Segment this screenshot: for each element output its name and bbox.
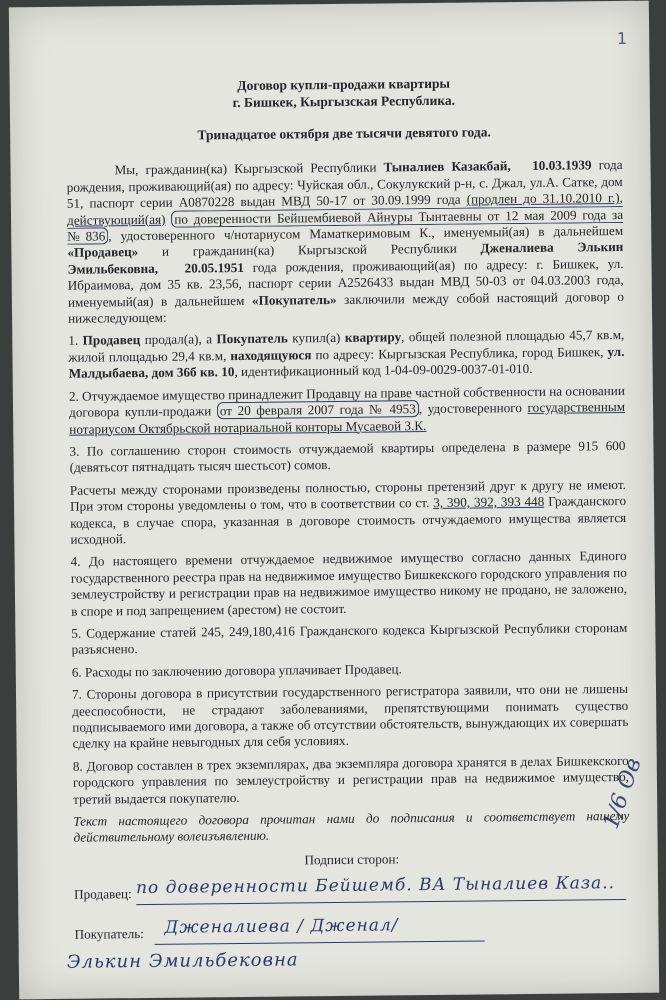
intro-text: заключили между собой настоящий договор о нижеследующем: (68, 288, 624, 326)
intro-text: Мы, гражданин(ка) Кыргызской Республики (114, 159, 384, 178)
intro-text: , удостоверенного ч/нотариусом Маматкеримовым К., именуемый(ая) в дальнейшем (108, 222, 624, 244)
clause-text: продал(а), а (140, 331, 217, 348)
clause-text: Гражданского кодекса, в случае спора, указанная в договоре стоимость отчуждаемого имущества является исходной. (70, 493, 627, 547)
seller-label: Продавец: (74, 886, 132, 902)
clause-1 (68, 327, 624, 382)
seller-dob: 10.03.1939 (532, 157, 592, 174)
buyer-fullname-handwriting: Элькин Эмильбековна (66, 949, 299, 974)
articles-underlined: 3, 390, 392, 393 448 (433, 493, 545, 511)
clause-text: , общей полезной площадью 45,7 кв.м, жилой площадью 29,4 кв.м, (68, 327, 625, 365)
clause-text: Расчеты между сторонами произведены полностью, стороны претензий друг к другу не имеют. При этом стороны уведомлены о том, что в соответствии со ст. (69, 476, 626, 514)
clause-3: 3. По соглашению сторон стоимость отчуждаемой квартиры определена в размере 915 600 (девятьсот пятнадцать тысяч шестьсот) сомов. (69, 437, 626, 476)
clause-3-settlement (70, 477, 627, 548)
buyer-signature-line (155, 941, 485, 945)
intro-paragraph (66, 157, 624, 327)
title-line-2: г. Бишкек, Кыргызская Республика. (232, 92, 456, 111)
clause-flat: квартиру (344, 329, 402, 346)
intro-text: и гражданин(ка) Кыргызской Республики (138, 240, 481, 260)
clause-seller: Продавец (82, 332, 141, 349)
buyer-role: «Покупатель» (251, 291, 337, 308)
clause-text: 2. Отчуждаемое имущество принадлежит Продавцу на праве частной собственности на основании договора купли-продажи (68, 382, 625, 420)
buyer-fullname-row (66, 949, 631, 981)
clause-2 (69, 383, 625, 438)
margin-handwritten-note: 1/6 Ов (598, 754, 647, 833)
document-title (66, 73, 622, 113)
clause-5: 5. Содержание статей 245, 249,180,416 Гражданского кодекса Кыргызской Республики сторонам разъяснено. (71, 619, 628, 658)
buyer-name: Дженалиева Элькин Эмильбековна, (67, 239, 624, 277)
clause-6: 6. Расходы по заключению договора уплачивает Продавец. (71, 661, 402, 680)
buyer-label: Покупатель: (74, 926, 145, 942)
clause-located: находящуюся (230, 347, 312, 363)
acting-text: действующий(ая) (66, 211, 166, 228)
clause-text: , идентификационный код 1-04-09-0029-0037-01-010. (234, 361, 533, 380)
clause-text: 1. (68, 333, 83, 349)
passport-extension: (продлен до 31.10.2010 г.) (466, 190, 620, 207)
clause-text: , удостоверенного (418, 400, 528, 417)
page-number: 1 (616, 28, 628, 49)
clause-4: 4. До настоящего времени отчуждаемое недвижимое имущество согласно данных Единого государственного реестра прав на недвижимое имущество Бишкекского городского управления по землеустройству и регистрации прав на недвижимое имущество никому не продано, не заложено, в споре и под запрещением (арестом) не состоит. (70, 548, 628, 619)
buyer-handwritten-signature: Дженалиева / Дженал/ (164, 915, 399, 939)
clause-8: 8. Договор составлен в трех экземплярах, два экземпляра договора хранятся в делах Бишкекского городского управления по землеустройству и регистрации прав на недвижимое имущество, третий выдается покупателю. (72, 752, 629, 807)
buyer-dob: 20.05.1951 (184, 259, 244, 276)
clause-street: ул. Малдыбаева, дом 36б кв. 10 (68, 343, 625, 382)
acknowledgement-note: Текст настоящего договора прочитан нами до подписания и соответствует нашему действительному волеизъявлению. (73, 807, 630, 846)
buyer-signature-row (74, 915, 630, 951)
seller-handwritten-signature: по доверенности Бейшемб. ВА Тыналиев Каза.. (135, 873, 616, 899)
contract-number-highlight: от 20 февраля 2007 года № 4953 (217, 400, 419, 419)
clause-buyer: Покупатель (216, 330, 288, 347)
seller-name: Тыналиев Казакбай, (383, 158, 511, 175)
document-date: Тринадцатое октября две тысячи девятого года. (197, 124, 491, 143)
document-sheet (9, 1, 659, 1000)
clause-text: по адресу: Кыргызская Республика, город Бишкек, (311, 344, 608, 363)
clause-7: 7. Стороны договора в присутствии государственного регистратора заявили, что они не лишены дееспособности, не страдают заболеваниями, препятствующими понимать существо подписываемого ими договора, а также об отсутствии обстоятельств, вынуждающих их совершать сделку на крайне невыгодных для себя условиях. (71, 681, 629, 752)
seller-role: «Продавец» (67, 244, 139, 261)
signatures-title: Подписи сторон: (304, 851, 400, 868)
seller-signature-row (74, 875, 630, 911)
document-body (66, 73, 631, 981)
clause-text: купил(а) (287, 330, 345, 346)
power-of-attorney-highlight: по доверенности Бейшембиевой Айнуры Тынтаевны от 12 мая 2009 года за №836 (67, 206, 624, 244)
title-line-1: Договор купли-продажи квартиры (237, 75, 451, 93)
intro-text: года рождения, проживающий(ая) по адресу: г. Бишкек, ул. Ибраимова, дом 35 кв. 23,56, паспорт серии А2526433 выдан МВД 50-03 от 04.03.2003 года, именуемый(ая) в дальнейшем (67, 255, 624, 310)
intro-text: , (619, 190, 623, 206)
notary-underlined: государственным нотариусом Октябрьской нотариальной конторы Мусаевой З.К. (69, 399, 626, 437)
intro-text: года рождения, проживающий(ая) по адресу: Чуйская обл., Сокулукский р-н, с. Джал, ул.А. Сатке, дом 51, паспорт серии А0870228 выдан МВД 50-17 от 30.09.1999 года (66, 157, 623, 211)
seller-signature-line (136, 899, 626, 905)
